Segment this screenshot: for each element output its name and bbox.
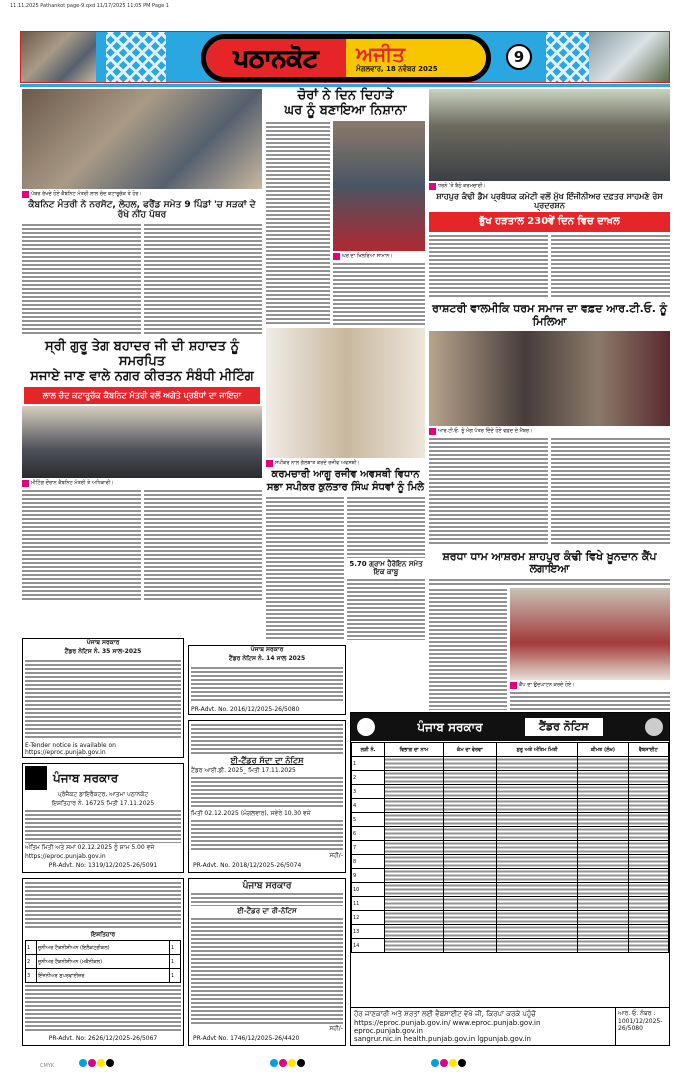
ad-table <box>191 666 343 702</box>
ad-adv: PR-Advt No. 1746/12/2025-26/4420 <box>193 1035 300 1042</box>
tender-table <box>351 742 669 953</box>
tender-cell <box>443 897 496 911</box>
tender-row-number: 1 <box>352 757 385 771</box>
masthead-photo-left <box>21 32 96 82</box>
tender-cell <box>578 771 628 785</box>
tender-cell <box>443 799 496 813</box>
tender-cell <box>628 869 668 883</box>
theft-body <box>333 262 425 326</box>
emblem-icon <box>357 718 375 736</box>
logo-icon <box>645 718 663 736</box>
tender-row <box>352 757 669 771</box>
tender-cell <box>628 841 668 855</box>
colorbar-label: CMYK <box>40 1063 55 1069</box>
tender-cell <box>496 911 578 925</box>
blood-camp-headline: ਸ਼ਰਧਾ ਧਾਮ ਆਸ਼ਰਮ ਸ਼ਾਹਪੁਰ ਕੰਢੀ ਵਿਖੇ ਖ਼ੂਨਦਾਨ ਕੈਂਪ ਲਗਾਇਆ <box>442 549 657 576</box>
tender-row-number: 11 <box>352 897 385 911</box>
kirtan-body-row <box>22 489 262 600</box>
post-row <box>26 969 181 983</box>
tender-cell <box>385 925 444 939</box>
ad-e-tender <box>188 720 346 873</box>
tender-header-cell: ਕੀਮਤ (ਲੱਖ) <box>578 743 628 757</box>
kirtan-headline <box>22 340 262 385</box>
tender-row <box>352 771 669 785</box>
ad-date: ਅੰਤਿਮ ਮਿਤੀ ਅਤੇ ਸਮਾਂ 02.12.2025 ਨੂੰ ਸ਼ਾਮ 5.00 ਵਜੇ <box>25 844 155 851</box>
tender-cell <box>496 869 578 883</box>
masthead-logo <box>201 34 491 82</box>
tender-cell <box>578 897 628 911</box>
tender-row-number: 8 <box>352 855 385 869</box>
speaker-headline <box>266 469 425 494</box>
tender-cell <box>628 855 668 869</box>
valmiki-caption: ਆਰ.ਟੀ.ਓ. ਨੂੰ ਮੰਗ ਪੱਤਰ ਦਿੰਦੇ ਹੋਏ ਵਫ਼ਦ ਦੇ ਮੈਂਬਰ। <box>429 428 670 435</box>
tender-row-number: 3 <box>352 785 385 799</box>
tender-row <box>352 855 669 869</box>
ad-tender-notice-35 <box>22 638 184 758</box>
ad-org: ਪੰਜਾਬ ਸਰਕਾਰ <box>86 639 120 646</box>
tender-row <box>352 939 669 953</box>
speaker-body <box>347 496 425 558</box>
tender-cell <box>443 813 496 827</box>
tender-cell <box>628 799 668 813</box>
tender-cell <box>578 911 628 925</box>
tender-row-number: 12 <box>352 911 385 925</box>
heroin-subheadline: 5.70 ਗ੍ਰਾਮ ਹੈਰੋਇਨ ਸਮੇਤ ਇਕ ਕਾਬੂ <box>349 559 423 576</box>
masthead-photo-right <box>589 32 669 82</box>
ad-date: ਮਿਤੀ 02.12.2025 (ਮੰਗਲਵਾਰ), ਸਵੇਰੇ 10.30 ਵਜੇ <box>191 809 311 817</box>
tender-row <box>352 883 669 897</box>
tender-cell <box>496 883 578 897</box>
ad-site[interactable]: https://eproc.punjab.gov.in <box>25 853 106 860</box>
tender-cell <box>443 855 496 869</box>
protest-photo <box>429 89 670 181</box>
tender-cell <box>496 771 578 785</box>
ad-e-tender-renotice <box>188 878 346 1046</box>
tender-row <box>352 785 669 799</box>
tender-row <box>352 925 669 939</box>
tender-cell <box>496 897 578 911</box>
tender-cell <box>578 841 628 855</box>
post-row <box>26 941 181 955</box>
tender-cell <box>628 827 668 841</box>
tender-cell <box>628 813 668 827</box>
ad-recruitment <box>22 878 184 1046</box>
tender-cell <box>628 897 668 911</box>
kirtan-banner: ਲਾਲ ਚੰਦ ਕਟਾਰੂਚੱਕ ਕੈਬਨਿਟ ਮੰਤਰੀ ਵਲੋਂ ਅਗੇਤੇ ਪ੍ਰਬੰਧਾਂ ਦਾ ਜਾਇਜ਼ਾ <box>24 387 260 404</box>
blood-camp-body <box>429 588 507 710</box>
tender-cell <box>628 911 668 925</box>
ad-org: ਪੰਜਾਬ ਸਰਕਾਰ <box>242 881 292 891</box>
tender-cell <box>496 827 578 841</box>
ad-table <box>25 659 181 738</box>
ad-tender-notice-14 <box>188 645 346 715</box>
tender-cell <box>443 757 496 771</box>
cabinet-headline: ਕੈਬਨਿਟ ਮੰਤਰੀ ਨੇ ਨਰਸੋਟ, ਲੇਹਲ, ਫਰੈਂਡ ਸਮੇਤ 9 ਪਿੰਡਾਂ 'ਚ ਸੜਕਾਂ ਦੇ ਰੱਖੇ ਨੀਂਹ ਪੱਥਰ <box>28 200 256 221</box>
valmiki-body <box>551 437 670 546</box>
kirtan-headline-line: ਸ੍ਰੀ ਗੁਰੂ ਤੇਗ ਬਹਾਦਰ ਜੀ ਦੀ ਸ਼ਹਾਦਤ ਨੂੰ ਸਮਰਪਿਤ <box>45 338 239 369</box>
ad-header <box>25 881 181 930</box>
tender-cell <box>496 813 578 827</box>
tender-cell <box>578 855 628 869</box>
tender-row <box>352 869 669 883</box>
valmiki-headline: ਰਾਸ਼ਟਰੀ ਵਾਲਮੀਕਿ ਧਰਮ ਸਮਾਜ ਦਾ ਵਫ਼ਦ ਆਰ.ਟੀ.ਓ. ਨੂੰ ਮਿਲਿਆ <box>432 302 667 329</box>
protest-caption: ਧਰਨੇ 'ਤੇ ਬੈਠੇ ਕਰਮਚਾਰੀ। <box>429 183 670 190</box>
tender-cell <box>385 771 444 785</box>
theft-headline-line: ਚੋਰਾਂ ਨੇ ਦਿਨ ਦਿਹਾੜੇ <box>297 88 394 103</box>
cabinet-photo <box>22 89 262 189</box>
post-cell: 1 <box>26 941 37 955</box>
ad-body <box>25 809 181 843</box>
theft-photo <box>333 121 425 251</box>
tender-cell <box>385 827 444 841</box>
tender-cell <box>443 869 496 883</box>
tender-cell <box>628 785 668 799</box>
tender-cell <box>628 925 668 939</box>
tender-cell <box>385 799 444 813</box>
ad-ref: ਟੈਂਡਰ ਆਈ.ਡੀ. 2025_ ਮਿਤੀ 17.11.2025 <box>191 767 296 775</box>
tender-row-number: 14 <box>352 939 385 953</box>
ad-adv: PR-Advt. No: 1319/12/2025-26/5091 <box>48 862 158 869</box>
post-cell: 2 <box>26 955 37 969</box>
protest-body <box>551 234 670 298</box>
post-cell: 1 <box>169 969 180 983</box>
tender-cell <box>578 869 628 883</box>
cabinet-body <box>22 223 141 334</box>
tender-row-number: 2 <box>352 771 385 785</box>
tender-cell <box>578 925 628 939</box>
ad-header <box>191 723 343 755</box>
column-right <box>429 89 670 710</box>
post-cell: 1 <box>169 941 180 955</box>
tender-cell <box>385 883 444 897</box>
ad-title: ਇਸ਼ਤਿਹਾਰ <box>90 931 116 938</box>
ad-org: ਪੰਜਾਬ ਸਰਕਾਰ <box>53 770 119 785</box>
tender-cell <box>496 939 578 953</box>
tender-cell <box>578 827 628 841</box>
speaker-body <box>266 496 344 640</box>
tender-cell <box>496 855 578 869</box>
post-cell: ਜੂਨੀਅਰ ਟੈਕਨੀਸ਼ੀਅਨ (ਮਕੈਨੀਕਲ) <box>37 955 170 969</box>
kirtan-photo <box>22 406 262 478</box>
theft-headline <box>266 89 425 119</box>
masthead-date: ਮੰਗਲਵਾਰ, 18 ਨਵੰਬਰ 2025 <box>356 64 438 73</box>
tender-cell <box>443 771 496 785</box>
tender-row <box>352 897 669 911</box>
blood-camp-caption: ਕੈਂਪ ਦਾ ਉਦਘਾਟਨ ਕਰਦੇ ਹੋਏ। <box>510 682 670 689</box>
ad-sign: ਸਹੀ/- <box>329 851 343 859</box>
tender-cell <box>385 855 444 869</box>
ad-punjab-sarkar <box>22 763 184 873</box>
cabinet-body <box>144 223 263 334</box>
protest-headline: ਸ਼ਾਹਪੁਰ ਕੰਢੀ ਡੈਮ ਪ੍ਰਬੰਧਕ ਕਮੇਟੀ ਵਲੋਂ ਮੁੱਖ ਇੰਜੀਨੀਅਰ ਦਫ਼ਤਰ ਸਾਹਮਣੇ ਰੋਸ ਪ੍ਰਦਰਸ਼ਨ <box>436 192 663 211</box>
ad-adv: PR-Advt. No. 2018/12/2025-26/5074 <box>193 862 302 869</box>
ad-adv: PR-Advt. No: 2626/12/2025-26/5067 <box>48 1035 158 1042</box>
kirtan-headline-line: ਸਜਾਏ ਜਾਣ ਵਾਲੇ ਨਗਰ ਕੀਰਤਨ ਸੰਬੰਧੀ ਮੀਟਿੰਗ <box>30 368 254 384</box>
ad-adv: PR-Advt. No. 2016/12/2025-26/5080 <box>191 706 300 713</box>
tender-row <box>352 911 669 925</box>
tender-sites[interactable]: sangrur.nic.in health.punjab.gov.in lgpunjab.gov.in <box>354 1035 531 1043</box>
theft-headline-line: ਘਰ ਨੂੰ ਬਣਾਇਆ ਨਿਸ਼ਾਨਾ <box>284 102 407 118</box>
emblem-icon <box>25 766 47 790</box>
tender-cell <box>385 911 444 925</box>
tender-org: ਪੰਜਾਬ ਸਰਕਾਰ <box>417 719 483 734</box>
blood-camp-body <box>429 578 670 586</box>
tender-cell <box>385 897 444 911</box>
tender-cell <box>628 883 668 897</box>
ad-title: ਟੈਂਡਰ ਨੋਟਿਸ ਨੰ. 14 ਸਾਲ 2025 <box>228 655 306 662</box>
speaker-photo <box>266 328 425 458</box>
kirtan-body <box>22 489 141 600</box>
ad-title: ਈ-ਟੈਂਡਰ ਦਾ ਰੀ-ਨੋਟਿਸ <box>237 907 297 915</box>
tender-cell <box>496 757 578 771</box>
print-slug: 11.11.2025 Pathankot page-9.qxd 11/17/2025 11:05 PM Page 1 <box>10 3 169 9</box>
tender-row <box>352 799 669 813</box>
tender-row <box>352 827 669 841</box>
tender-cell <box>385 813 444 827</box>
tender-title: ਟੈਂਡਰ ਨੋਟਿਸ <box>525 718 603 736</box>
page-number: 9 <box>506 44 532 70</box>
speaker-headline-line: ਸਭਾ ਸਪੀਕਰ ਕੁਲਤਾਰ ਸਿੰਘ ਸੰਧਵਾਂ ਨੂੰ ਮਿਲੇ <box>266 482 425 494</box>
tender-cell <box>443 785 496 799</box>
tender-cell <box>443 925 496 939</box>
tender-cell <box>443 883 496 897</box>
tender-row-number: 13 <box>352 925 385 939</box>
valmiki-body-row <box>429 437 670 546</box>
tender-footer <box>351 1008 611 1045</box>
theft-body-row <box>266 121 425 326</box>
tender-cell <box>385 841 444 855</box>
speaker-headline-line: ਕਰਮਚਾਰੀ ਆਗੂ ਰਜੀਵ ਅਵਸਥੀ ਵਿਧਾਨ <box>271 468 420 480</box>
tender-ro-label: ਆਰ. ਓ. ਨੰਬਰ : <box>618 1010 656 1017</box>
tender-cell <box>385 869 444 883</box>
heroin-body <box>347 578 425 640</box>
color-registration-bar <box>40 1052 660 1069</box>
tender-cell <box>628 771 668 785</box>
masthead-paper-name: ਅਜੀਤ <box>356 41 406 66</box>
tender-row-number: 10 <box>352 883 385 897</box>
tender-header-cell: ਵੈਬਸਾਈਟ <box>628 743 668 757</box>
tender-cell <box>628 939 668 953</box>
masthead-pattern <box>106 32 166 82</box>
tender-footer-text: ਹੋਰ ਜਾਣਕਾਰੀ ਅਤੇ ਸ਼ਰਤਾਂ ਲਈ ਵੈਬਸਾਈਟ ਵੇਖੋ ਜੀ, ਕਿਰਪਾ ਕਰਕੇ ਪਹੁੰਚੋ <box>354 1010 536 1018</box>
column-middle <box>266 89 425 640</box>
protest-banner: ਭੁੱਖ ਹੜਤਾਲ 230ਵੇਂ ਦਿਨ ਵਿਚ ਦਾਖ਼ਲ <box>429 212 670 232</box>
masthead-city: ਪਠਾਨਕੋਟ <box>206 39 346 77</box>
ad-body <box>191 917 343 1024</box>
valmiki-photo <box>429 331 670 426</box>
ad-header <box>191 892 343 906</box>
tender-cell <box>385 757 444 771</box>
ad-sign: ਸਹੀ/- <box>329 1025 343 1032</box>
speaker-body-row <box>266 496 425 640</box>
tender-cell <box>578 939 628 953</box>
tender-header-cell: ਲੜੀ ਨੰ. <box>352 743 385 757</box>
post-cell: ਇੰਜਨੀਅਰ ਸੁਪਰਵਾਈਜ਼ਰ <box>37 969 170 983</box>
speaker-caption: ਸਪੀਕਰ ਨਾਲ ਗੱਲਬਾਤ ਕਰਦੇ ਰਜੀਵ ਅਵਸਥੀ। <box>266 460 425 467</box>
theft-body <box>266 121 330 326</box>
tender-cell <box>578 757 628 771</box>
tender-cell <box>385 939 444 953</box>
tender-cell <box>496 799 578 813</box>
tender-row-number: 9 <box>352 869 385 883</box>
cabinet-caption: ਪੱਥਰ ਰੱਖਦੇ ਹੋਏ ਕੈਬਨਿਟ ਮੰਤਰੀ ਲਾਲ ਚੰਦ ਕਟਾਰੂਚੱਕ ਤੇ ਹੋਰ। <box>22 191 262 198</box>
tender-row-number: 5 <box>352 813 385 827</box>
post-cell: 1 <box>169 955 180 969</box>
post-cell: 3 <box>26 969 37 983</box>
tender-cell <box>578 799 628 813</box>
tender-header-cell: ਕੰਮ ਦਾ ਵੇਰਵਾ <box>443 743 496 757</box>
tender-row-number: 4 <box>352 799 385 813</box>
ad-title: ਈ-ਟੈਂਡਰ ਸੱਦਾ ਦਾ ਨੋਟਿਸ <box>230 756 304 766</box>
tender-row <box>352 813 669 827</box>
column-left <box>22 89 262 600</box>
tender-sites[interactable]: https://eproc.punjab.gov.in/ www.eproc.punjab.gov.in eproc.punjab.gov.in <box>354 1019 541 1035</box>
blood-camp-body-row <box>429 588 670 710</box>
tender-cell <box>578 813 628 827</box>
tender-cell <box>443 841 496 855</box>
tender-header-cell: ਸ਼ੁਰੂ ਅਤੇ ਅੰਤਿਮ ਮਿਤੀ <box>496 743 578 757</box>
tender-notice <box>350 712 670 1046</box>
ad-org: ਪੰਜਾਬ ਸਰਕਾਰ <box>250 646 284 653</box>
tender-cell <box>443 911 496 925</box>
blood-camp-photo <box>510 588 670 680</box>
ad-sub: ਪ੍ਰੋਜੈਕਟ ਡਾਇਰੈਕਟਰ, ਆਤਮਾ ਪਠਾਨਕੋਟ <box>57 791 149 798</box>
divider <box>20 84 670 87</box>
post-cell: ਜੂਨੀਅਰ ਟੈਕਨੀਸ਼ੀਅਨ (ਇਲੈਕਟ੍ਰੀਕਲ) <box>37 941 170 955</box>
tender-cell <box>443 827 496 841</box>
tender-cell <box>578 785 628 799</box>
tender-ro <box>615 1008 669 1045</box>
ad-adv: E-Tender notice is available on https://eproc.punjab.gov.in <box>25 742 116 756</box>
tender-cell <box>496 785 578 799</box>
tender-cell <box>578 883 628 897</box>
kirtan-caption: ਮੀਟਿੰਗ ਦੌਰਾਨ ਕੈਬਨਿਟ ਮੰਤਰੀ ਤੇ ਅਧਿਕਾਰੀ। <box>22 480 262 487</box>
kirtan-body <box>144 489 263 600</box>
tender-cell <box>496 925 578 939</box>
blood-camp-body <box>510 691 670 710</box>
tender-cell <box>443 939 496 953</box>
tender-header-cell: ਵਿਭਾਗ ਦਾ ਨਾਮ <box>385 743 444 757</box>
tender-cell <box>496 841 578 855</box>
tender-row-number: 7 <box>352 841 385 855</box>
tender-cell <box>628 757 668 771</box>
theft-caption: ਘਰ ਦਾ ਖਿਲਰਿਆ ਸਾਮਾਨ। <box>333 253 425 260</box>
protest-body <box>429 234 548 298</box>
masthead <box>20 31 670 83</box>
tender-cell <box>385 785 444 799</box>
ad-body <box>191 776 343 808</box>
ad-body <box>25 984 181 1033</box>
ad-ref: ਇਸ਼ਤਿਹਾਰ ਨੰ. 16725 ਮਿਤੀ 17.11.2025 <box>51 800 155 807</box>
post-row <box>26 955 181 969</box>
tender-row <box>352 841 669 855</box>
tender-row-number: 6 <box>352 827 385 841</box>
cabinet-body-row <box>22 223 262 334</box>
ad-title: ਟੈਂਡਰ ਨੋਟਿਸ ਨੰ. 35 ਸਾਲ-2025 <box>64 648 142 655</box>
ad-body <box>191 819 343 851</box>
valmiki-body <box>429 437 548 546</box>
protest-body-row <box>429 234 670 298</box>
ad-posts-table <box>25 940 181 983</box>
tender-ro-number: 1001/12/2025-26/5080 <box>618 1018 663 1032</box>
